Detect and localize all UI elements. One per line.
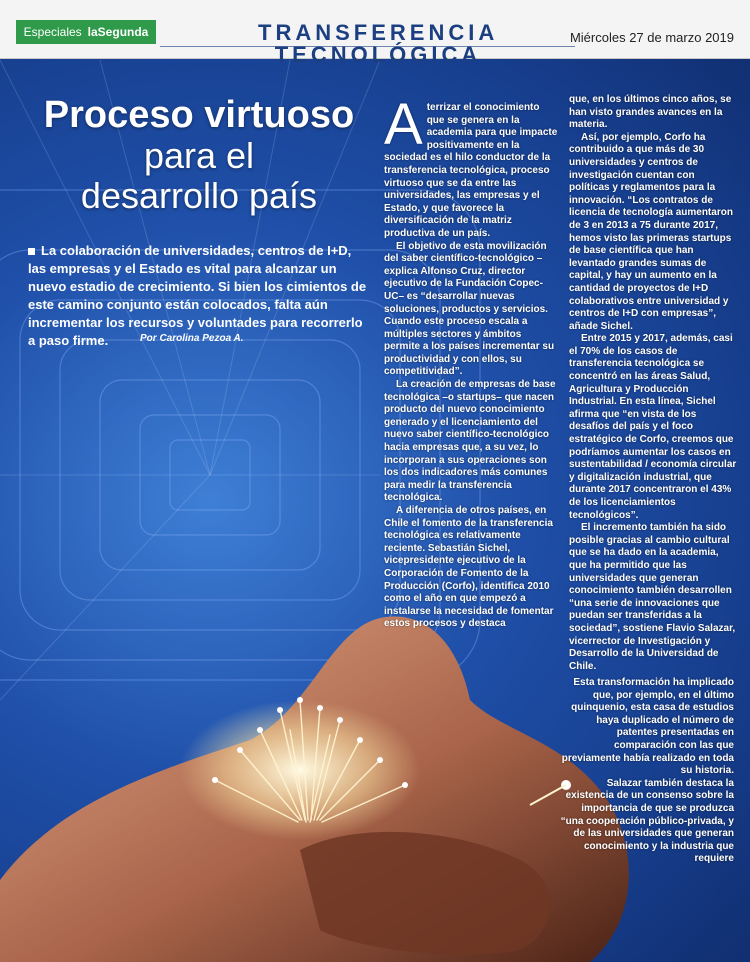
article-paragraph: A diferencia de otros países, en Chile el fomento de la transferencia tecnológica es relativamente reciente. Sebastián Sichel, vicepresidente ejecutivo de la Corporación de Fomento de la Producción (Corfo), identifica 2010 como el año en que empezó a instalarse la necesidad de fomentar estos procesos y destaca [384,505,554,630]
headline-line3: desarrollo país [80,175,318,216]
brand-section: Especiales [23,25,82,39]
byline: Por Carolina Pezoa A. [140,333,244,344]
issue-date: Miércoles 27 de marzo 2019 [569,30,734,45]
drop-cap: A [384,92,423,157]
bullet-icon [28,248,35,255]
article-column-3 [556,677,734,866]
article-paragraph: Entre 2015 y 2017, además, casi el 70% de los casos de transferencia tecnológica se concentró en las áreas Salud, Agricultura y Producción Industrial. En esta línea, Sichel afirma que “en vista de los desafíos del país y el foco estratégico de Corfo, creemos que podríamos aumentar los casos en sustentabilidad / economía circular y digitalización industrial, que durante 2017 concentraron el 43% de los licenciamientos tecnológicos”. [569,333,737,521]
article-paragraph: La creación de empresas de base tecnológica –o startups– que nacen producto del nuevo conocimiento generado y el licenciamiento del nuevo saber científico-tecnológico hacia empresas que, a su vez, lo incorporan a sus operaciones son los dos indicadores más comunes para medir la transferencia tecnológica. [384,379,556,504]
article-column-2 [569,94,737,673]
article-paragraph: Esta transformación ha implicado que, por ejemplo, en el último quinquenio, esta casa de estudios haya duplicado el número de patentes presentadas en comparación con las que previamente había realizado en toda su historia. [561,677,734,777]
article-paragraph: El objetivo de esta movilización del saber científico-tecnológico –explica Alfonso Cruz, director ejecutivo de la Fundación Copec-UC– es “desarrollar nuevas soluciones, productos y servicios. Cuando este proceso escala a múltiples sectores y ámbitos permite a los países incrementar su productividad y con ellos, su competitividad”. [384,240,555,378]
section-title [258,22,498,66]
headline-line2: para el [143,135,255,176]
section-title-line2: TECNOLÓGICA [274,42,482,67]
section-title-line1: TRANSFERENCIA [258,20,499,45]
lead-text: La colaboración de universidades, centros de I+D, las empresas y el Estado es vital para alcanzar un nuevo estadio de crecimiento. Si bien los cimientos de este camino conjunto están colocados, falta aún incrementar los recursos y voluntades para recorrerlo a paso firme. [28,243,367,348]
article-paragraph: El incremento también ha sido posible gracias al cambio cultural que se ha dado en la academia, que ha permitido que las universidades que generan conocimiento también desarrollen “una serie de innovaciones que puedan ser transferidas a la sociedad”, sostiene Flavio Salazar, vicerrector de Investigación y Desarrollo de la Universidad de Chile. [569,522,736,672]
article-paragraph: Aterrizar el conocimiento que se genera en la academia para que impacte positivamente en la sociedad es el hilo conductor de la transferencia tecnológica, proceso virtuoso que se da entre las universidades, las empresas y el Estado, y que favorece la diversificación de la matriz productiva de un país. [384,92,558,239]
headline-line1: Proceso virtuoso [43,94,355,136]
article-paragraph: Así, por ejemplo, Corfo ha contribuido a que más de 30 universidades y centros de investigación cuentan con políticas y reglamentos para la innovación. “Los contratos de licencia de tecnología aumentaron de 3 en 2013 a 75 durante 2017, hemos visto las primeras startups de base científica que han levantado grandes sumas de capital, y hay un aumento en la cantidad de proyectos de I+D colaborativos entre universidad y centros de I+D con empresas”, añade Sichel. [569,131,733,332]
article-column-1 [384,92,560,631]
brand-paper: laSegunda [87,25,149,39]
brand-label [16,20,156,44]
page-header [0,0,750,67]
headline [24,94,374,216]
article-paragraph: que, en los últimos cinco años, se han visto grandes avances en la materia. [569,94,732,131]
article-paragraph: Salazar también destaca la existencia de un consenso sobre la importancia de que se produzca “una cooperación público-privada, y de las universidades que generan conocimiento y la industria que requiere [560,777,734,865]
